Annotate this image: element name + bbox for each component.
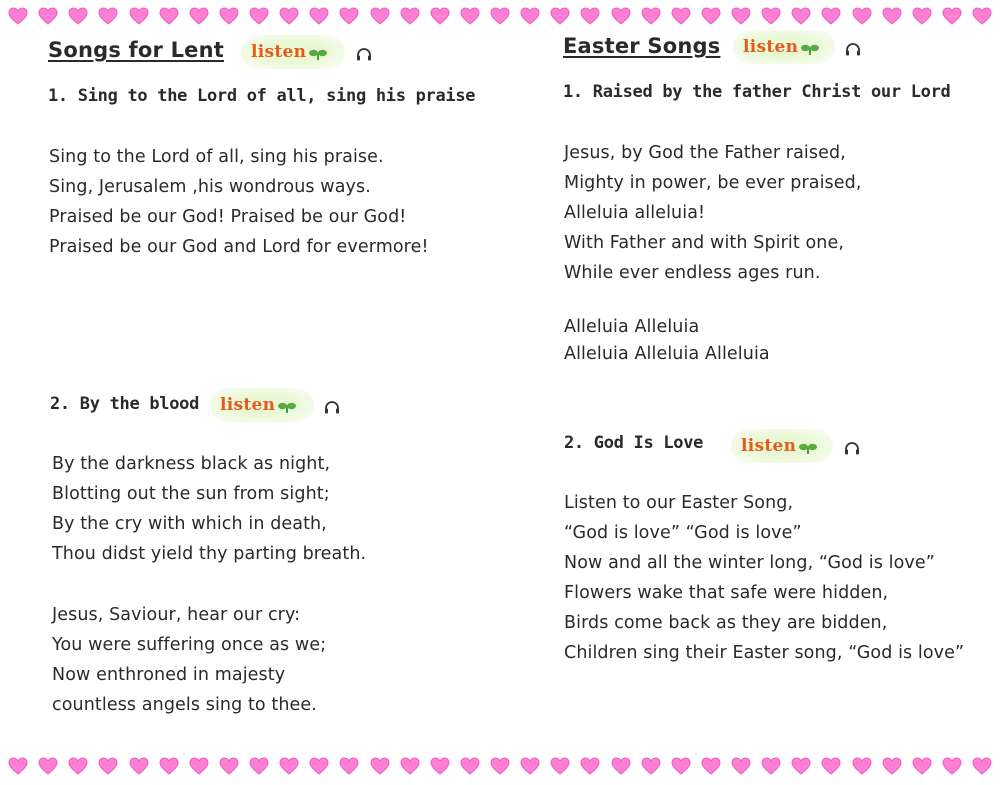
heart-icon (580, 757, 600, 775)
heart-icon (671, 7, 691, 25)
heart-icon (882, 7, 902, 25)
heart-icon (791, 757, 811, 775)
heart-icon (400, 7, 420, 25)
heart-icon (370, 757, 390, 775)
heart-icon (942, 7, 962, 25)
lyric-line: Praised be our God! Praised be our God! (49, 207, 407, 227)
easter-song-2-title: 2. God Is Love (564, 433, 704, 453)
lent-song-1-title: 1. Sing to the Lord of all, sing his praise (48, 86, 476, 106)
headphones-icon[interactable] (845, 42, 861, 56)
heart-icon (8, 7, 28, 25)
heart-icon (550, 7, 570, 25)
headphones-icon[interactable] (844, 441, 860, 455)
heart-icon (520, 7, 540, 25)
sprout-icon (277, 400, 297, 414)
heart-icon (761, 7, 781, 25)
listen-label: listen (743, 37, 799, 57)
heart-icon (339, 757, 359, 775)
lyric-line: Alleluia alleluia! (564, 203, 706, 223)
heart-icon (641, 7, 661, 25)
heart-icon (912, 757, 932, 775)
headphones-icon[interactable] (324, 400, 340, 414)
listen-label: listen (220, 395, 276, 415)
lent-songs-heading: Songs for Lent (48, 38, 224, 62)
heart-icon (821, 757, 841, 775)
heart-icon (972, 7, 992, 25)
lyric-line: Jesus, Saviour, hear our cry: (52, 605, 301, 625)
god-is-love-listen-button[interactable] (731, 429, 833, 463)
heart-icon (68, 7, 88, 25)
heart-icon (580, 7, 600, 25)
heart-icon (821, 7, 841, 25)
sprout-icon (800, 42, 820, 56)
sprout-icon (798, 441, 818, 455)
heart-icon (550, 757, 570, 775)
headphones-icon[interactable] (356, 47, 372, 61)
heart-icon (490, 757, 510, 775)
heart-icon (309, 7, 329, 25)
easter-song-1-title: 1. Raised by the father Christ our Lord (563, 82, 951, 102)
heart-icon (98, 7, 118, 25)
heart-icon (249, 7, 269, 25)
lent-song-2-title: 2. By the blood (50, 394, 200, 414)
heart-icon (279, 7, 299, 25)
heart-icon (430, 7, 450, 25)
lyric-line: Blotting out the sun from sight; (52, 484, 330, 504)
lyric-line: Alleluia Alleluia Alleluia (564, 344, 770, 364)
heart-icon (400, 757, 420, 775)
heart-icon (791, 7, 811, 25)
heart-icon (159, 757, 179, 775)
heart-icon (520, 757, 540, 775)
lyric-line: Now and all the winter long, “God is love” (564, 553, 935, 573)
lyric-line: Praised be our God and Lord for evermore! (49, 237, 429, 257)
heart-icon (731, 7, 751, 25)
heart-icon (972, 757, 992, 775)
heart-icon (611, 7, 631, 25)
lyric-line: Sing to the Lord of all, sing his praise. (49, 147, 384, 167)
heart-icon (38, 7, 58, 25)
easter-listen-button[interactable] (733, 30, 835, 64)
lyric-line: Listen to our Easter Song, (564, 493, 794, 513)
lyric-line: Sing, Jerusalem ,his wondrous ways. (49, 177, 371, 197)
heart-icon (701, 7, 721, 25)
heart-icon (159, 7, 179, 25)
heart-icon (460, 7, 480, 25)
heart-icon (611, 757, 631, 775)
heart-icon (460, 757, 480, 775)
lyric-line: By the cry with which in death, (52, 514, 327, 534)
lyric-line: Flowers wake that safe were hidden, (564, 583, 889, 603)
lyric-line: You were suffering once as we; (52, 635, 327, 655)
lyric-line: “God is love” “God is love” (564, 523, 802, 543)
lyric-line: Thou didst yield thy parting breath. (52, 544, 367, 564)
heart-icon (370, 7, 390, 25)
by-the-blood-listen-button[interactable] (210, 388, 314, 422)
heart-icon (249, 757, 269, 775)
lyric-line: Now enthroned in majesty (52, 665, 286, 685)
lyric-line: Mighty in power, be ever praised, (564, 173, 862, 193)
listen-label: listen (741, 436, 797, 456)
heart-icon (189, 757, 209, 775)
heart-icon (189, 7, 209, 25)
lyric-line: Jesus, by God the Father raised, (564, 143, 846, 163)
lyric-line: Children sing their Easter song, “God is love” (564, 643, 965, 663)
heart-icon (98, 757, 118, 775)
heart-icon (852, 7, 872, 25)
heart-icon (942, 757, 962, 775)
heart-icon (219, 7, 239, 25)
easter-songs-heading: Easter Songs (563, 34, 721, 58)
lyric-line: countless angels sing to thee. (52, 695, 317, 715)
lyric-line: Alleluia Alleluia (564, 317, 700, 337)
heart-icon (882, 757, 902, 775)
heart-icon (490, 7, 510, 25)
heart-icon (430, 757, 450, 775)
heart-icon (129, 757, 149, 775)
bottom-heart-border (0, 752, 1000, 780)
lyric-line: Birds come back as they are bidden, (564, 613, 888, 633)
heart-icon (129, 7, 149, 25)
heart-icon (852, 757, 872, 775)
top-heart-border (0, 2, 1000, 30)
heart-icon (731, 757, 751, 775)
heart-icon (761, 757, 781, 775)
heart-icon (8, 757, 28, 775)
lyric-line: While ever endless ages run. (564, 263, 821, 283)
heart-icon (279, 757, 299, 775)
heart-icon (641, 757, 661, 775)
listen-label: listen (251, 42, 307, 62)
lyric-line: With Father and with Spirit one, (564, 233, 845, 253)
sprout-icon (308, 47, 328, 61)
heart-icon (339, 7, 359, 25)
heart-icon (701, 757, 721, 775)
heart-icon (219, 757, 239, 775)
lent-listen-button[interactable] (241, 35, 345, 69)
heart-icon (309, 757, 329, 775)
heart-icon (671, 757, 691, 775)
heart-icon (68, 757, 88, 775)
lyric-line: By the darkness black as night, (52, 454, 331, 474)
heart-icon (38, 757, 58, 775)
heart-icon (912, 7, 932, 25)
